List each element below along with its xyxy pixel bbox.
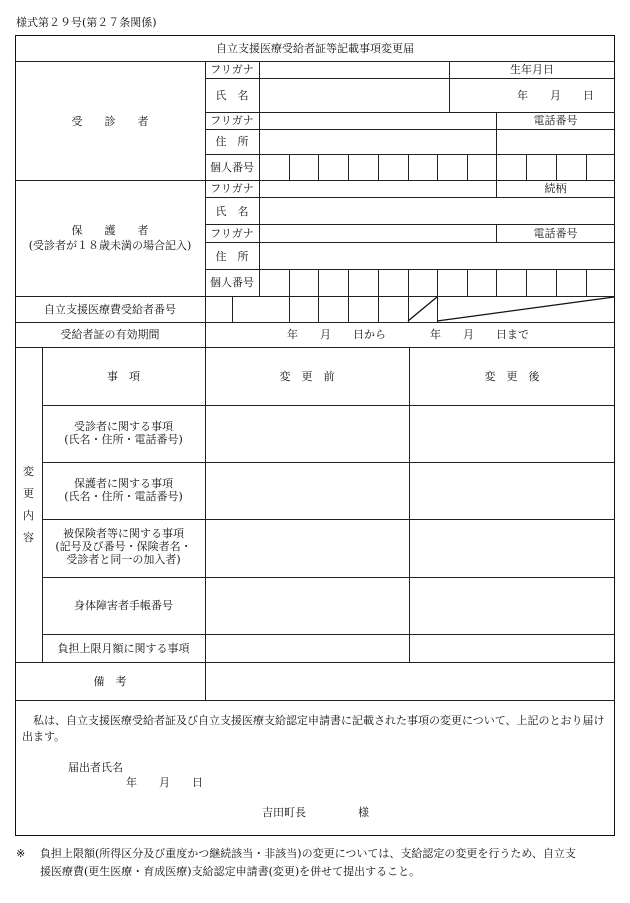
declaration-text: 私は、自立支援医療受給者証及び自立支援医療支給認定申請書に記載された事項の変更について、上記のとおり届け出ます。 <box>22 714 605 743</box>
change-row-line: 保護者に関する事項 <box>74 477 173 490</box>
changes-col-before: 変 更 前 <box>279 370 335 383</box>
patient-birthdate-label: 生年月日 <box>510 63 554 76</box>
footnote-line2: 援医療費(更生医療・育成医療)支給認定申請書(変更)を併せて提出すること。 <box>40 865 421 878</box>
change-row-disability <box>42 599 205 612</box>
applicant-label: 届出者氏名 <box>68 761 123 774</box>
changes-col-item: 事 項 <box>107 370 140 383</box>
patient-birthdate-format: 年 月 日 <box>517 89 594 102</box>
change-row-line: 被保険者等に関する事項 <box>63 527 184 540</box>
submit-date: 年 月 日 <box>126 776 203 789</box>
patient-phone-label: 電話番号 <box>533 114 578 127</box>
changes-side-char: 変 <box>23 465 34 478</box>
patient-furigana-label: フリガナ <box>210 63 254 76</box>
patient-name-label: 氏 名 <box>215 89 249 102</box>
footnote-mark: ※ <box>16 847 26 860</box>
form-number: 様式第２９号(第２７条関係) <box>16 16 157 29</box>
change-row-line: 身体障害者手帳番号 <box>74 599 173 612</box>
changes-side-char: 内 <box>23 509 34 522</box>
form-title: 自立支援医療受給者証等記載事項変更届 <box>216 42 414 55</box>
honorific: 様 <box>358 806 369 819</box>
change-row-line: 負担上限月額に関する事項 <box>57 642 190 655</box>
rule <box>409 347 410 662</box>
patient-furigana2-label: フリガナ <box>210 114 254 127</box>
change-row-line: 受診者に関する事項 <box>74 420 173 433</box>
guardian-individual-number-label: 個人番号 <box>210 276 254 289</box>
changes-side-char: 更 <box>23 487 34 500</box>
change-row-guardian <box>42 477 205 503</box>
change-row-line: 受診者と同一の加入者) <box>66 553 181 566</box>
validity-from: 年 月 日から <box>287 328 386 341</box>
rule <box>42 347 43 662</box>
guardian-phone-label: 電話番号 <box>533 227 578 240</box>
change-row-patient <box>42 420 205 446</box>
change-row-line: (氏名・住所・電話番号) <box>64 490 183 503</box>
patient-individual-number-label: 個人番号 <box>210 161 254 174</box>
guardian-label: 保 護 者 <box>71 224 149 237</box>
addressee: 吉田町長 <box>262 806 306 819</box>
guardian-name-label: 氏 名 <box>215 205 249 218</box>
validity-to: 年 月 日まで <box>430 328 529 341</box>
validity-label: 受給者証の有効期間 <box>60 328 160 341</box>
guardian-sublabel: (受診者が１８歳未満の場合記入) <box>28 239 192 252</box>
recipient-number-label: 自立支援医療費受給者番号 <box>44 303 176 316</box>
footnote-line1: 負担上限額(所得区分及び重度かつ継続該当・非該当)の変更については、支給認定の変更を行うため、自立支 <box>40 847 576 860</box>
change-row-line: (記号及び番号・保険者名・ <box>55 540 192 553</box>
guardian-furigana-label: フリガナ <box>210 182 254 195</box>
change-row-line: (氏名・住所・電話番号) <box>64 433 183 446</box>
remarks-label: 備 考 <box>93 675 127 688</box>
guardian-address-label: 住 所 <box>215 250 249 263</box>
changes-side-char: 容 <box>23 531 34 544</box>
guardian-furigana2-label: フリガナ <box>210 227 254 240</box>
changes-side-label <box>15 461 42 549</box>
change-row-limit <box>42 642 205 655</box>
changes-col-after: 変 更 後 <box>484 370 540 383</box>
patient-label: 受 診 者 <box>71 115 149 128</box>
patient-address-label: 住 所 <box>215 135 249 148</box>
change-row-insured <box>42 527 205 566</box>
guardian-relation-label: 続柄 <box>544 182 567 195</box>
